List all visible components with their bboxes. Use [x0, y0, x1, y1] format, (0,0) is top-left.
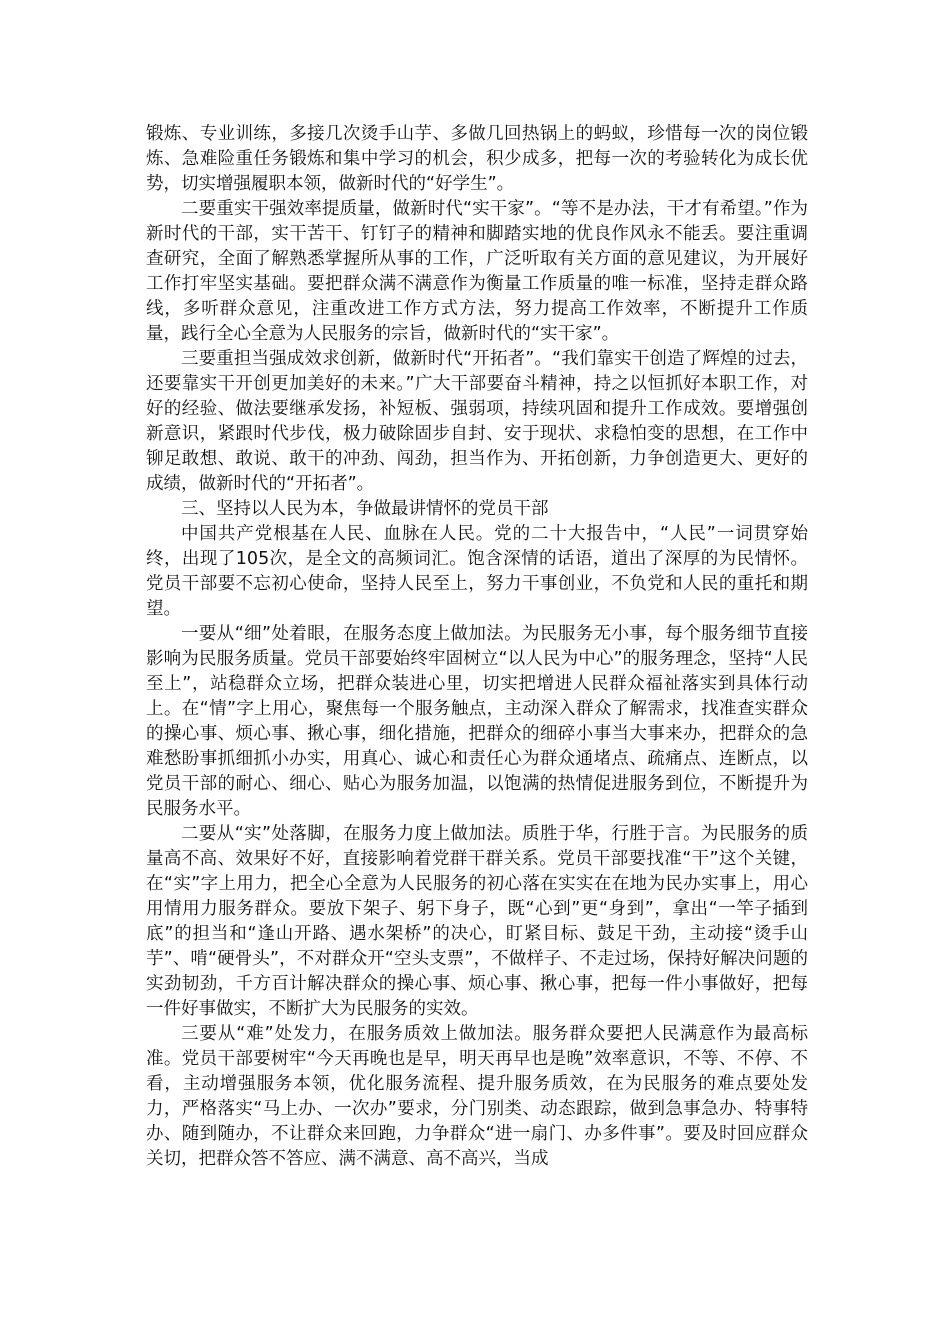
document-body [146, 122, 808, 1172]
paragraph-2: 二要重实干强效率提质量，做新时代“实干家”。“等不是办法，干才有希望。”作为新时代的干部，实干苦干、钉钉子的精神和脚踏实地的优良作风永不能丢。要注重调查研究，全面了解熟悉掌握所从事的工作，广泛听取有关方面的意见建议，为开展好工作打牢坚实基础。要把群众满不满意作为衡量工作质量的唯一标准，坚持走群众路线，多听群众意见，注重改进工作方式方法，努力提高工作效率，不断提升工作质量，践行全心全意为人民服务的宗旨，做新时代的“实干家”。 [146, 199, 808, 344]
paragraph-3: 三要重担当强成效求创新，做新时代“开拓者”。“我们靠实干创造了辉煌的过去，还要靠实干开创更加美好的未来。”广大干部要奋斗精神，持之以恒抓好本职工作，对好的经验、做法要继承发扬，补短板、强弱项，持续巩固和提升工作成效。要增强创新意识，紧跟时代步伐，极力破除固步自封、安于现状、求稳怕变的思想，在工作中铆足敢想、敢说、敢干的冲劲、闯劲，担当作为、开拓创新，力争创造更大、更好的成绩，做新时代的“开拓者”。 [146, 349, 808, 494]
paragraph-7: 二要从“实”处落脚，在服务力度上做加法。质胜于华，行胜于言。为民服务的质量高不高、效果好不好，直接影响着党群干群关系。党员干部要找准“干”这个关键，在“实”字上用力，把全心全意为人民服务的初心落在实实在在地为民办实事上，用心用情用力服务群众。要放下架子、躬下身子，既“心到”更“身到”，拿出“一竿子插到底”的担当和“逢山开路、遇水架桥”的决心，盯紧目标、鼓足干劲，主动接“烫手山芋”、啃“硬骨头”，不对群众开“空头支票”，不做样子、不走过场，保持好解决问题的实劲韧劲，千方百计解决群众的操心事、烦心事、揪心事，把每一件小事做好，把每一件好事做实，不断扩大为民服务的实效。 [146, 824, 808, 1019]
section-heading: 三、坚持以人民为本，争做最讲情怀的党员干部 [181, 499, 549, 519]
paragraph-6: 一要从“细”处着眼，在服务态度上做加法。为民服务无小事，每个服务细节直接影响为民服务质量。党员干部要始终牢固树立“以人民为中心”的服务理念，坚持“人民至上”，站稳群众立场，把群众装进心里，切实把增进人民群众福祉落实到具体行动上。在“情”字上用心，聚焦每一个服务触点，主动深入群众了解需求，找准查实群众的操心事、烦心事、揪心事，细化措施，把群众的细碎小事当大事来办，把群众的急难愁盼事抓细抓小办实，用真心、诚心和责任心为群众通堵点、疏痛点、连断点，以党员干部的耐心、细心、贴心为服务加温，以饱满的热情促进服务到位，不断提升为民服务水平。 [146, 624, 808, 819]
paragraph-5: 中国共产党根基在人民、血脉在人民。党的二十大报告中，“人民”一词贯穿始终，出现了105次，是全文的高频词汇。饱含深情的话语，道出了深厚的为民情怀。党员干部要不忘初心使命，坚持人民至上，努力干事创业，不负党和人民的重托和期望。 [146, 524, 808, 619]
paragraph-1: 锻炼、专业训练，多接几次烫手山芋、多做几回热锅上的蚂蚁，珍惜每一次的岗位锻炼、急难险重任务锻炼和集中学习的机会，积少成多，把每一次的考验转化为成长优势，切实增强履职本领，做新时代的“好学生”。 [146, 124, 808, 194]
paragraph-8: 三要从“难”处发力，在服务质效上做加法。服务群众要把人民满意作为最高标准。党员干部要树牢“今天再晚也是早，明天再早也是晚”效率意识，不等、不停、不看，主动增强服务本领，优化服务流程、提升服务质效，在为民服务的难点要处发力，严格落实“马上办、一次办”要求，分门别类、动态跟踪，做到急事急办、特事特办、随到随办，不让群众来回跑，力争群众“进一扇门、办多件事”。要及时回应群众关切，把群众答不答应、满不满意、高不高兴，当成 [146, 1024, 808, 1169]
